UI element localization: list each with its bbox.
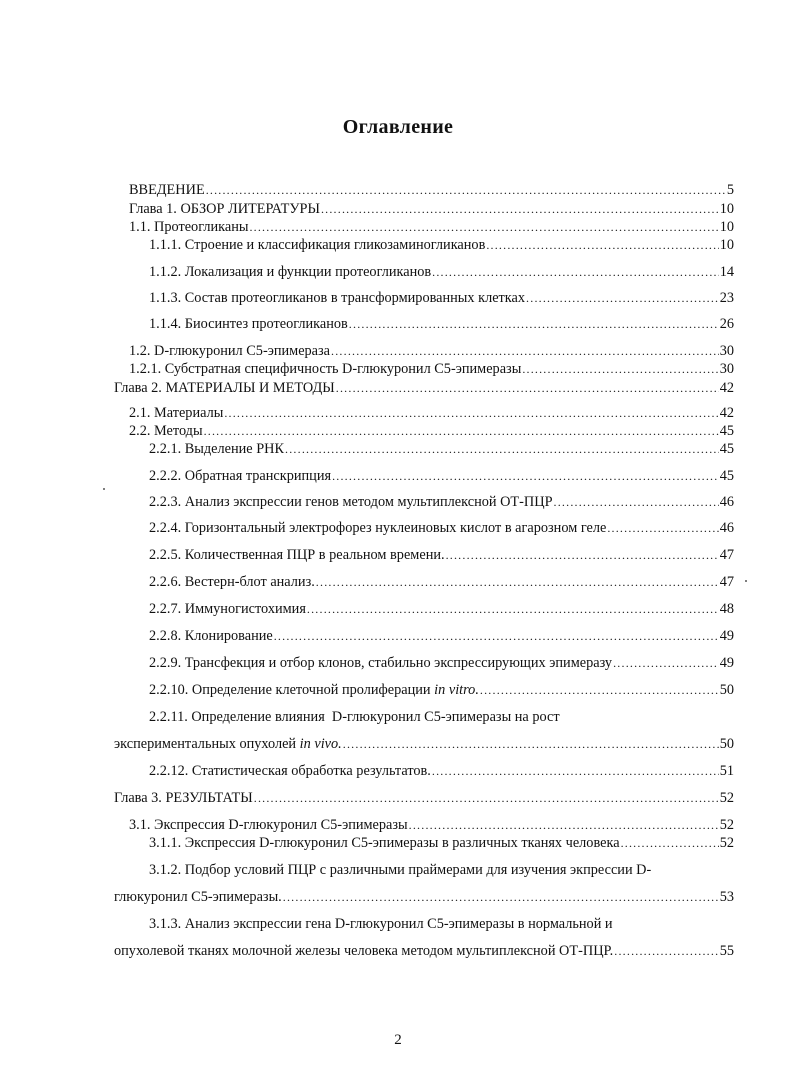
toc-entry-label: 2.2.9. Трансфекция и отбор клонов, стабильно экспрессирующих эпимеразу: [149, 655, 613, 671]
toc-entry: [149, 916, 734, 933]
toc-entry: [149, 468, 734, 485]
toc-entry: [149, 264, 734, 281]
toc-entry-page: 45: [719, 441, 734, 457]
toc-entry-page: 5: [726, 182, 734, 198]
toc-entry: [129, 343, 734, 360]
toc-entry-page: 10: [719, 219, 734, 235]
toc-entry-label: 1.1.1. Строение и классификация гликозаминогликанов: [149, 237, 486, 253]
toc-entry-label: 3.1.1. Экспрессия D-глюкуронил С5-эпимеразы в различных тканях человека: [149, 835, 620, 851]
toc-entry-label: 1.1.3. Состав протеогликанов в трансформированных клетках: [149, 290, 526, 306]
toc-entry-page: 30: [719, 361, 734, 377]
toc-entry-page: 23: [719, 290, 734, 306]
toc-entry-label: Глава 3. РЕЗУЛЬТАТЫ: [114, 790, 253, 806]
toc-entry: [129, 423, 734, 440]
toc-entry-label: 3.1. Экспрессия D-глюкуронил С5-эпимеразы: [129, 817, 408, 833]
toc-entry: [149, 628, 734, 645]
toc-entry: [114, 380, 734, 397]
toc-entry: [149, 709, 734, 726]
toc-entry-label: глюкуронил С5-эпимеразы.: [114, 889, 282, 905]
toc-entry: [149, 601, 734, 618]
toc-entry-page: 50: [719, 682, 734, 698]
toc-entry: [129, 361, 734, 378]
toc-entry-label: Глава 2. МАТЕРИАЛЫ И МЕТОДЫ: [114, 380, 335, 396]
toc-entry: [129, 201, 734, 218]
toc-entry: [149, 290, 734, 307]
toc-entry: [149, 763, 734, 780]
toc-entry-page: 30: [719, 343, 734, 359]
toc-entry-label: 1.2. D-глюкуронил С5-эпимераза: [129, 343, 331, 359]
toc-entry-label: 2.2.2. Обратная транскрипция: [149, 468, 332, 484]
toc-entry: [149, 574, 734, 591]
toc-entry-label: 2.1. Материалы: [129, 405, 224, 421]
toc-entry-page: 46: [719, 494, 734, 510]
toc-entry-label-italic: in vitro.: [434, 682, 479, 698]
toc-entry-label: 1.2.1. Субстратная специфичность D-глюкуронил С5-эпимеразы: [129, 361, 522, 377]
toc-entry-label-italic: in vivo.: [299, 736, 342, 752]
toc-entry-label: 2.2.4. Горизонтальный электрофорез нуклеиновых кислот в агарозном геле: [149, 520, 607, 536]
toc-entry: [149, 682, 734, 699]
toc-entry-label: ВВЕДЕНИЕ: [129, 182, 205, 198]
toc-entry-page: 52: [719, 835, 734, 851]
toc-entry: [129, 817, 734, 834]
toc-entry-page: 45: [719, 423, 734, 439]
page-number: 2: [394, 1032, 402, 1048]
toc-entry-label: Глава 1. ОБЗОР ЛИТЕРАТУРЫ: [129, 201, 320, 217]
toc-entry: [149, 835, 734, 852]
toc-entry: [114, 790, 734, 807]
toc-entry: [149, 237, 734, 254]
toc-entry-label: 1.1. Протеогликаны: [129, 219, 249, 235]
toc-entry-page: 46: [719, 520, 734, 536]
toc-entry-page: 52: [719, 817, 734, 833]
toc-entry-page: 49: [719, 628, 734, 644]
toc-entry: [149, 547, 734, 564]
toc-entry-page: 14: [719, 264, 734, 280]
toc-entry: [149, 862, 734, 879]
scan-speck: [745, 580, 747, 582]
toc-entry-label: 3.1.3. Анализ экспрессии гена D-глюкуронил С5-эпимеразы в нормальной и: [149, 916, 613, 932]
toc-entry: [149, 494, 734, 511]
scan-speck: [103, 488, 105, 490]
toc-entry: [149, 316, 734, 333]
toc-entry-page: 10: [719, 201, 734, 217]
toc-entry-page: 42: [719, 405, 734, 421]
toc-entry-label: 2.2.3. Анализ экспрессии генов методом мультиплексной ОТ-ПЦР: [149, 494, 553, 510]
toc-entry-page: 50: [719, 736, 734, 752]
toc-entry-page: 51: [719, 763, 734, 779]
toc-entry-label: 2.2.5. Количественная ПЦР в реальном времени.: [149, 547, 445, 563]
toc-entry: [114, 736, 734, 753]
toc-entry-page: 47: [719, 574, 734, 590]
toc-entry-label: 2.2. Методы: [129, 423, 203, 439]
toc-entry-label: 3.1.2. Подбор условий ПЦР с различными праймерами для изучения экпрессии D-: [149, 862, 652, 878]
toc-entry-page: 42: [719, 380, 734, 396]
page-title: Оглавление: [342, 116, 454, 138]
toc-entry-page: 47: [719, 547, 734, 563]
toc-entry-page: 49: [719, 655, 734, 671]
toc-entry-label: 2.2.8. Клонирование: [149, 628, 273, 644]
toc-entry-label: 2.2.6. Вестерн-блот анализ.: [149, 574, 315, 590]
toc-entry-page: 53: [719, 889, 734, 905]
toc-entry-page: 55: [719, 943, 734, 959]
toc-entry-page: 45: [719, 468, 734, 484]
toc-entry: [129, 405, 734, 422]
toc-entry: [114, 889, 734, 906]
toc-entry-page: 26: [719, 316, 734, 332]
toc-entry-page: 10: [719, 237, 734, 253]
toc-entry: [149, 520, 734, 537]
toc-entry-page: 52: [719, 790, 734, 806]
toc-entry: [149, 655, 734, 672]
toc-entry: [129, 182, 734, 199]
toc-entry-label: 1.1.4. Биосинтез протеогликанов: [149, 316, 348, 332]
toc-entry-label: 2.2.7. Иммуногистохимия: [149, 601, 306, 617]
toc-entry-label: 2.2.10. Определение клеточной пролиферации: [149, 682, 431, 698]
toc-entry-label: опухолевой тканях молочной железы человека методом мультиплексной ОТ-ПЦР.: [114, 943, 614, 959]
toc-entry-label: 2.2.11. Определение влияния D-глюкуронил С5-эпимеразы на рост: [149, 709, 560, 725]
toc-entry-label: 1.1.2. Локализация и функции протеогликанов: [149, 264, 432, 280]
toc-entry: [114, 943, 734, 960]
toc-entry: [129, 219, 734, 236]
toc-entry-label: экспериментальных опухолей: [114, 736, 297, 752]
toc-entry: [149, 441, 734, 458]
toc-entry-page: 48: [719, 601, 734, 617]
toc-entry-label: 2.2.1. Выделение РНК: [149, 441, 285, 457]
toc-entry-label: 2.2.12. Статистическая обработка результатов.: [149, 763, 431, 779]
